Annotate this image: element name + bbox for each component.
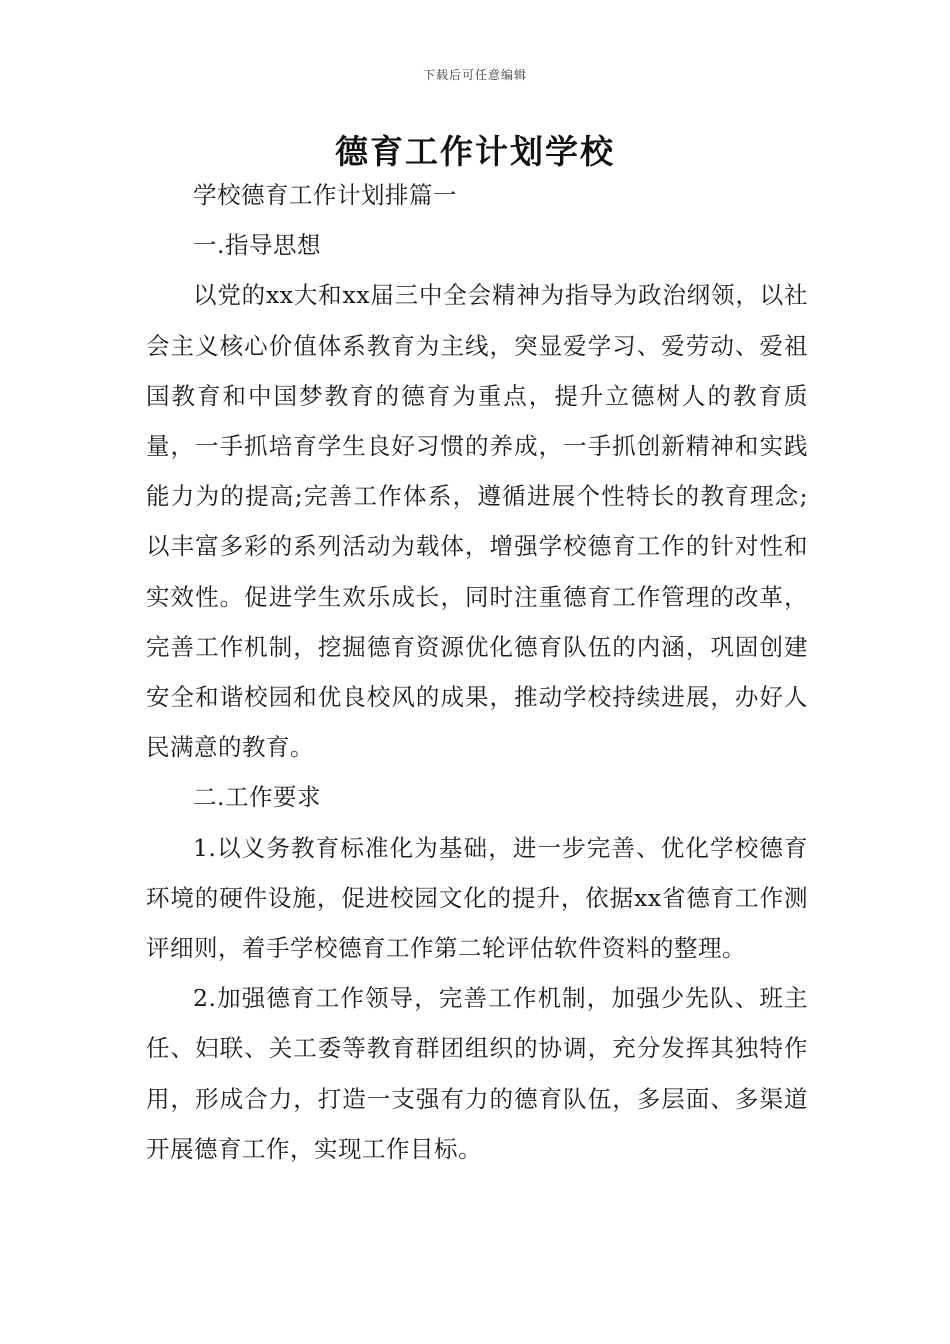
section-heading-work-requirements: 二.工作要求	[193, 783, 321, 812]
section-heading-subtitle: 学校德育工作计划排篇一	[193, 181, 457, 209]
paragraph-requirement-1: 1.以义务教育标准化为基础，进一步完善、优化学校德育环境的硬件设施，促进校园文化的提升，依据xx省德育工作测评细则，着手学校德育工作第二轮评估软件资料的整理。	[146, 833, 808, 963]
section-heading-guiding-thought: 一.指导思想	[193, 231, 321, 260]
document-body	[146, 170, 808, 1174]
paragraph-guiding-thought: 以党的xx大和xx届三中全会精神为指导为政治纲领，以社会主义核心价值体系教育为主线，突显爱学习、爱劳动、爱祖国教育和中国梦教育的德育为重点，提升立德树人的教育质量，一手抓培育学生良好习惯的养成，一手抓创新精神和实践能力为的提高;完善工作体系，遵循进展个性特长的教育理念;以丰富多彩的系列活动为载体，增强学校德育工作的针对性和实效性。促进学生欢乐成长，同时注重德育工作管理的改革，完善工作机制，挖掘德育资源优化德育队伍的内涵，巩固创建安全和谐校园和优良校风的成果，推动学校持续进展，办好人民满意的教育。	[146, 281, 808, 762]
header-note: 下载后可任意编辑	[422, 68, 527, 82]
document-title: 德育工作计划学校	[335, 132, 615, 171]
paragraph-requirement-2: 2.加强德育工作领导，完善工作机制，加强少先队、班主任、妇联、关工委等教育群团组织的协调，充分发挥其独特作用，形成合力，打造一支强有力的德育队伍，多层面、多渠道开展德育工作，实现工作目标。	[146, 984, 808, 1163]
